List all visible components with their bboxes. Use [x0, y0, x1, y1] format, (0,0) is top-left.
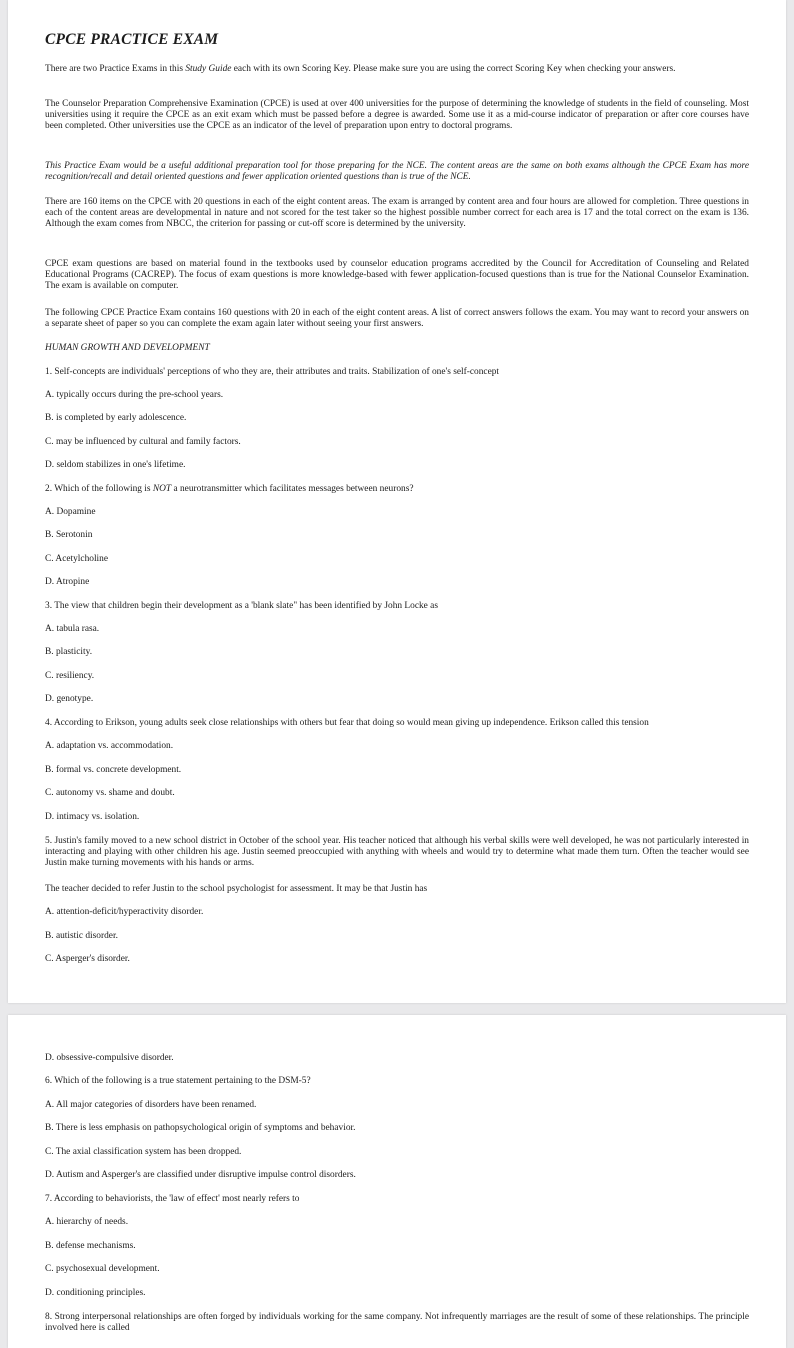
intro-paragraph-6: The following CPCE Practice Exam contains 160 questions with 20 in each of the eight content areas. A list of correct answers follows the exam. You may want to record your answers on a separate sheet of paper so you can complete the exam again later without seeing your first answers. [45, 308, 749, 329]
question-6-option-c: C. The axial classification system has been dropped. [45, 1147, 242, 1157]
question-7: 7. According to behaviorists, the 'law of effect' most nearly refers to [45, 1194, 300, 1204]
question-2-option-a: A. Dopamine [45, 507, 96, 517]
question-2-text-b: a neurotransmitter which facilitates messages between neurons? [171, 484, 414, 494]
question-4-option-b: B. formal vs. concrete development. [45, 765, 182, 775]
question-1-option-d: D. seldom stabilizes in one's lifetime. [45, 460, 186, 470]
intro-paragraph-3: This Practice Exam would be a useful additional preparation tool for those preparing for the NCE. The content areas are the same on both exams although the CPCE Exam has more recognition/recall and detail oriented questions and fewer application oriented questions than is true of the NCE. [45, 161, 749, 182]
question-2-option-b: B. Serotonin [45, 530, 93, 540]
question-5-option-a: A. attention-deficit/hyperactivity disorder. [45, 907, 204, 917]
question-3-option-b: B. plasticity. [45, 647, 93, 657]
intro-paragraph-1-text-a: There are two Practice Exams in this [45, 64, 186, 74]
intro-paragraph-1 [45, 64, 749, 75]
section-heading: HUMAN GROWTH AND DEVELOPMENT [45, 343, 210, 353]
page-title: CPCE PRACTICE EXAM [45, 31, 219, 48]
question-6: 6. Which of the following is a true statement pertaining to the DSM-5? [45, 1076, 311, 1086]
question-5-option-b: B. autistic disorder. [45, 931, 118, 941]
question-1: 1. Self-concepts are individuals' perceptions of who they are, their attributes and traits. Stabilization of one's self-concept [45, 367, 500, 377]
question-3-option-d: D. genotype. [45, 694, 94, 704]
intro-paragraph-2: The Counselor Preparation Comprehensive Examination (CPCE) is used at over 400 universities for the purpose of determining the knowledge of students in the field of counseling. Most universities using it require the CPCE as an exit exam which must be passed before a degree is awarded. Some use it as a mid-course indicator of preparation or after core courses have been completed. Other universities use the CPCE as an indicator of the level of preparation upon entry to doctoral programs. [45, 99, 749, 131]
intro-paragraph-5: CPCE exam questions are based on material found in the textbooks used by counselor education programs accredited by the Council for Accreditation of Counseling and Related Educational Programs (CACREP). The focus of exam questions is more knowledge-based with fewer application-focused questions than is true for the National Counselor Examination. The exam is available on computer. [45, 259, 749, 291]
question-2-text-a: 2. Which of the following is [45, 484, 153, 494]
question-4-option-d: D. intimacy vs. isolation. [45, 812, 140, 822]
question-7-option-a: A. hierarchy of needs. [45, 1217, 129, 1227]
question-2-emphasis: NOT [152, 484, 172, 494]
question-2-option-d: D. Atropine [45, 577, 90, 587]
question-6-option-a: A. All major categories of disorders have been renamed. [45, 1100, 257, 1110]
question-4: 4. According to Erikson, young adults seek close relationships with others but fear that doing so would mean giving up independence. Erikson called this tension [45, 718, 649, 728]
question-1-option-c: C. may be influenced by cultural and family factors. [45, 437, 241, 447]
question-6-option-d: D. Autism and Asperger's are classified under disruptive impulse control disorders. [45, 1170, 356, 1180]
question-6-option-b: B. There is less emphasis on pathopsychological origin of symptoms and behavior. [45, 1123, 356, 1133]
question-3-option-c: C. resiliency. [45, 671, 95, 681]
question-2-option-c: C. Acetylcholine [45, 554, 109, 564]
question-4-option-a: A. adaptation vs. accommodation. [45, 741, 174, 751]
question-7-option-c: C. psychosexual development. [45, 1264, 160, 1274]
question-5: 5. Justin's family moved to a new school district in October of the school year. His teacher noticed that although his verbal skills were well developed, he was not particularly interested in interacting and playing with other children his age. Justin seemed preoccupied with anything with wheels and would try to determine what made them turn. Often the teacher would see Justin make turning movements with his hands or arms. [45, 836, 749, 868]
question-3: 3. The view that children begin their development as a 'blank slate" has been identified by John Locke as [45, 601, 438, 611]
question-1-option-a: A. typically occurs during the pre-school years. [45, 390, 224, 400]
question-4-option-c: C. autonomy vs. shame and doubt. [45, 788, 175, 798]
question-1-option-b: B. is completed by early adolescence. [45, 413, 187, 423]
intro-paragraph-4: There are 160 items on the CPCE with 20 questions in each of the eight content areas. The exam is arranged by content area and four hours are allowed for completion. Three questions in each of the content areas are developmental in nature and not scored for the test taker so the highest possible number correct for each area is 17 and the total correct on the exam is 136. Although the exam comes from NBCC, the criterion for passing or cut-off score is determined by the university. [45, 197, 749, 229]
question-5-option-c: C. Asperger's disorder. [45, 954, 130, 964]
intro-paragraph-1-emphasis: Study Guide [185, 64, 232, 74]
document-page-1 [8, 0, 786, 1003]
document-page-2 [8, 1015, 786, 1348]
question-5-continuation: The teacher decided to refer Justin to the school psychologist for assessment. It may be that Justin has [45, 884, 428, 894]
question-3-option-a: A. tabula rasa. [45, 624, 100, 634]
question-2 [45, 484, 414, 495]
question-7-option-b: B. defense mechanisms. [45, 1241, 136, 1251]
intro-paragraph-1-text-b: each with its own Scoring Key. Please make sure you are using the correct Scoring Key when checking your answers. [231, 64, 676, 74]
question-8: 8. Strong interpersonal relationships are often forged by individuals working for the same company. Not infrequently marriages are the result of some of these relationships. The principle involved here is called [45, 1312, 749, 1333]
question-5-option-d: D. obsessive-compulsive disorder. [45, 1053, 174, 1063]
question-7-option-d: D. conditioning principles. [45, 1288, 146, 1298]
